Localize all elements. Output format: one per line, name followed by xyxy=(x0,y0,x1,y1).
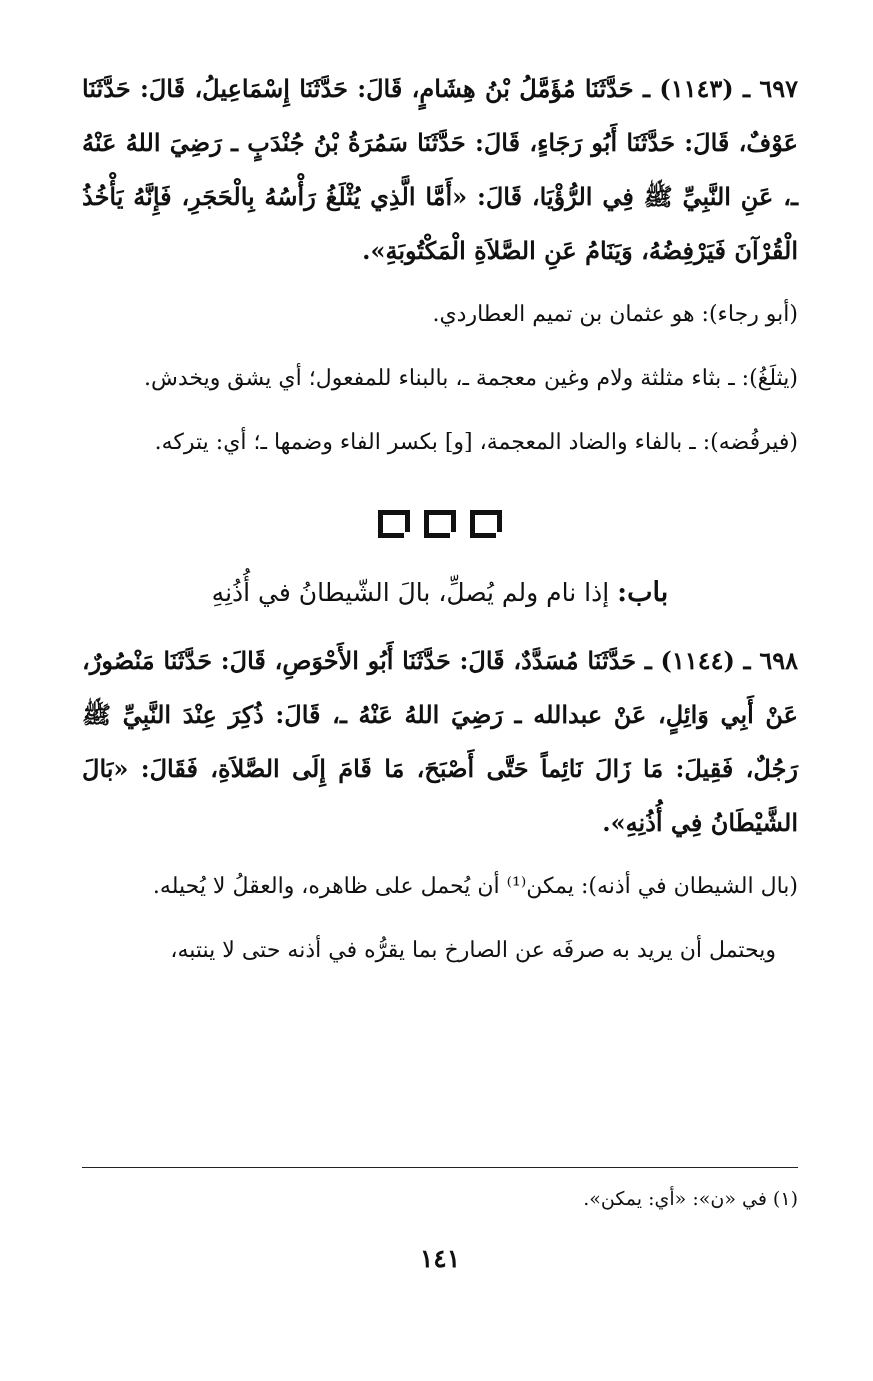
page xyxy=(82,62,798,1362)
hadith-697: ٦٩٧ ـ (١١٤٣) ـ حَدَّثَنَا مُؤَمَّلُ بْنُ هِشَامٍ، قَالَ: حَدَّثَنَا إِسْمَاعِيلُ، قَالَ: حَدَّثَنَا عَوْفٌ، قَالَ: حَدَّثَنَا أَبُو رَجَاءٍ، قَالَ: حَدَّثَنَا سَمُرَةُ بْنُ جُنْدَبٍ ـ رَضِيَ اللهُ عَنْهُ ـ، عَنِ النَّبِيِّ ﷺ فِي الرُّؤْيَا، قَالَ: «أَمَّا الَّذِي يُثْلَغُ رَأْسُهُ بِالْحَجَرِ، فَإِنَّهُ يَأْخُذُ الْقُرْآنَ فَيَرْفِضُهُ، وَيَنَامُ عَنِ الصَّلاَةِ الْمَكْتُوبَةِ». xyxy=(82,74,798,265)
footnote: (١) في «ن»: «أي: يمكن». xyxy=(583,1188,798,1210)
note-yuthlagh: (يثلَغُ): ـ بثاء مثلثة ولام وغين معجمة ـ، بالبناء للمفعول؛ أي يشق ويخدش. xyxy=(143,366,798,391)
page-number: ١٤١ xyxy=(419,1244,461,1273)
chapter-title: إذا نام ولم يُصلِّ، بالَ الشّيطانُ في أُذُنِهِ xyxy=(211,578,610,607)
separator-square-icon xyxy=(470,510,502,538)
separator-square-icon xyxy=(378,510,410,538)
note-bal-shaytan: (بال الشيطان في أذنه): يمكن⁽¹⁾ أن يُحمل على ظاهره، والعقلُ لا يُحيله. xyxy=(152,874,798,899)
note-fayarfudhuh: (فيرفُضه): ـ بالفاء والضاد المعجمة، [و] بكسر الفاء وضمها ـ؛ أي: يتركه. xyxy=(154,430,798,455)
note-abu-raja: (أبو رجاء): هو عثمان بن تميم العطاردي. xyxy=(432,302,798,327)
chapter-keyword: باب: xyxy=(617,577,669,608)
note-continuation: ويحتمل أن يريد به صرفَه عن الصارخ بما يقرُّه في أذنه حتى لا ينتبه، xyxy=(170,938,776,963)
separator-square-icon xyxy=(424,510,456,538)
hadith-698: ٦٩٨ ـ (١١٤٤) ـ حَدَّثَنَا مُسَدَّدٌ، قَالَ: حَدَّثَنَا أَبُو الأَحْوَصِ، قَالَ: حَدَّثَنَا مَنْصُورٌ، عَنْ أَبِي وَائِلٍ، عَنْ عبدالله ـ رَضِيَ اللهُ عَنْهُ ـ، قَالَ: ذُكِرَ عِنْدَ النَّبِيِّ ﷺ رَجُلٌ، فَقِيلَ: مَا زَالَ نَائِماً حَتَّى أَصْبَحَ، مَا قَامَ إِلَى الصَّلاَةِ، فَقَالَ: «بَالَ الشَّيْطَانُ فِي أُذُنِهِ». xyxy=(82,646,798,837)
footnote-rule xyxy=(82,1167,798,1168)
section-separator xyxy=(82,510,798,538)
chapter-heading xyxy=(82,568,798,618)
